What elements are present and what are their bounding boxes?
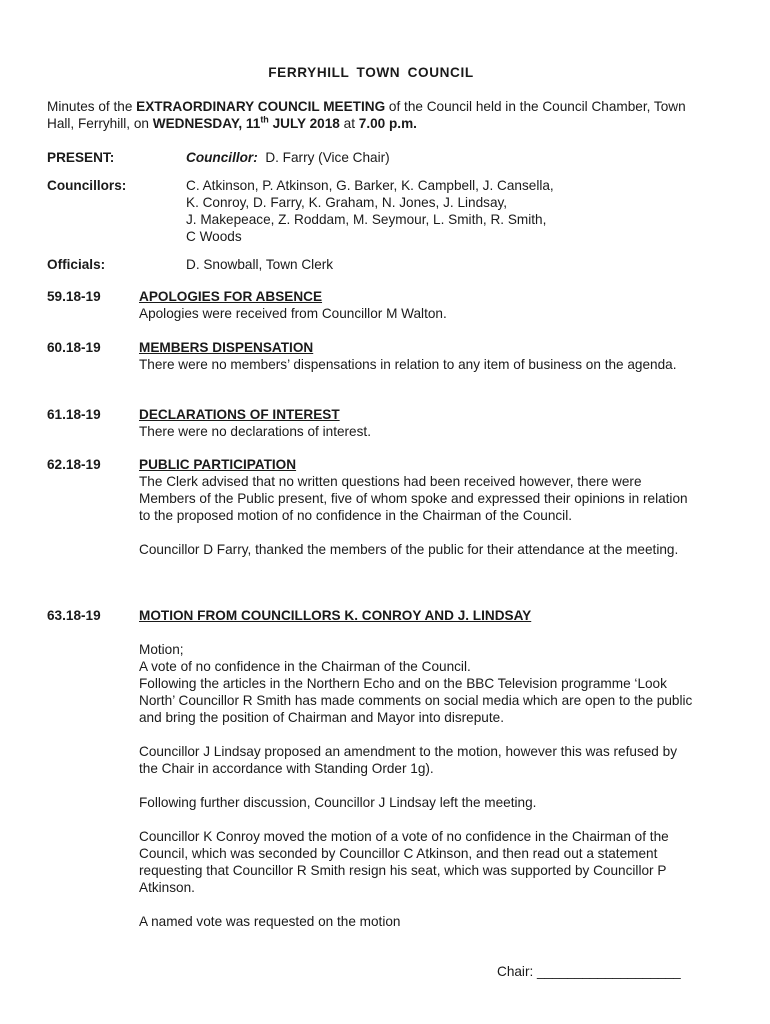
item-paragraph: Following further discussion, Councillor J Lindsay left the meeting. — [139, 795, 537, 810]
intro-paragraph — [47, 98, 707, 132]
item-number: 62.18-19 — [47, 457, 101, 472]
present-label: PRESENT: — [47, 150, 115, 165]
meeting-time: 7.00 p.m. — [358, 116, 417, 131]
item-paragraph: Councillor D Farry, thanked the members of the public for their attendance at the meeting. — [139, 542, 679, 557]
chair-signature-line — [497, 963, 681, 980]
present-names: D. Farry (Vice Chair) — [265, 150, 390, 165]
councillors-list — [186, 177, 706, 245]
item-heading: APOLOGIES FOR ABSENCE — [139, 289, 323, 304]
councillors-label: Councillors: — [47, 178, 127, 193]
chair-label: Chair: — [497, 964, 534, 979]
present-value — [186, 149, 706, 166]
item-heading: DECLARATIONS OF INTEREST — [139, 407, 340, 422]
meeting-date: WEDNESDAY, 11th JULY 2018 — [152, 114, 340, 131]
item-paragraph: A named vote was requested on the motion — [139, 914, 401, 929]
item-body — [139, 339, 699, 373]
intro-text-3: at — [339, 116, 359, 131]
item-paragraph: Councillor J Lindsay proposed an amendment to the motion, however this was refused by the Chair in accordance with Standing Order 1g). — [139, 744, 678, 776]
document-title: FERRYHILL TOWN COUNCIL — [268, 65, 474, 80]
signature-blank: ___________________ — [537, 964, 681, 979]
item-heading: MEMBERS DISPENSATION — [139, 340, 314, 355]
item-heading: PUBLIC PARTICIPATION — [139, 457, 297, 472]
meeting-type: EXTRAORDINARY COUNCIL MEETING — [136, 99, 386, 114]
officials-label: Officials: — [47, 257, 106, 272]
councillors-line: C Woods — [186, 229, 242, 244]
present-role: Councillor: — [186, 150, 258, 165]
item-paragraph: The Clerk advised that no written questions had been received however, there were Members of the Public present, five of whom spoke and expressed their opinions in relation to the proposed motion of no confidence in the Chairman of the Council. — [139, 474, 688, 523]
item-number: 60.18-19 — [47, 340, 101, 355]
intro-text-2: of the Council held in the Council Chamber, Town Hall, Ferryhill, on — [47, 99, 686, 131]
motion-line: A vote of no confidence in the Chairman of the Council. — [139, 659, 471, 674]
item-body — [139, 288, 699, 322]
motion-line: Following the articles in the Northern Echo and on the BBC Television programme ‘Look North’ Councillor R Smith has made comments on social media which are open to the public and bring the position of Chairman and Mayor into disrepute. — [139, 676, 693, 725]
councillors-line: J. Makepeace, Z. Roddam, M. Seymour, L. Smith, R. Smith, — [186, 212, 547, 227]
item-number: 63.18-19 — [47, 608, 101, 623]
councillors-line: C. Atkinson, P. Atkinson, G. Barker, K. Campbell, J. Cansella, — [186, 178, 554, 193]
item-number: 61.18-19 — [47, 407, 101, 422]
item-body — [139, 406, 699, 440]
item-paragraph: There were no members’ dispensations in relation to any item of business on the agenda. — [139, 357, 677, 372]
item-number: 59.18-19 — [47, 289, 101, 304]
item-body — [139, 456, 699, 558]
item-paragraph: Apologies were received from Councillor M Walton. — [139, 306, 447, 321]
item-body — [139, 607, 699, 930]
intro-text-1: Minutes of the — [47, 99, 137, 114]
item-paragraph: Councillor K Conroy moved the motion of a vote of no confidence in the Chairman of the Council, which was seconded by Councillor C Atkinson, and then read out a statement requesting that Councillor R Smith resign his seat, which was supported by Councillor P Atkinson. — [139, 829, 669, 895]
officials-names: D. Snowball, Town Clerk — [186, 257, 334, 272]
date-suffix: th — [260, 114, 269, 125]
item-paragraph: There were no declarations of interest. — [139, 424, 371, 439]
councillors-line: K. Conroy, D. Farry, K. Graham, N. Jones, J. Lindsay, — [186, 195, 508, 210]
motion-line: Motion; — [139, 642, 184, 657]
item-heading: MOTION FROM COUNCILLORS K. CONROY AND J. LINDSAY — [139, 608, 532, 623]
